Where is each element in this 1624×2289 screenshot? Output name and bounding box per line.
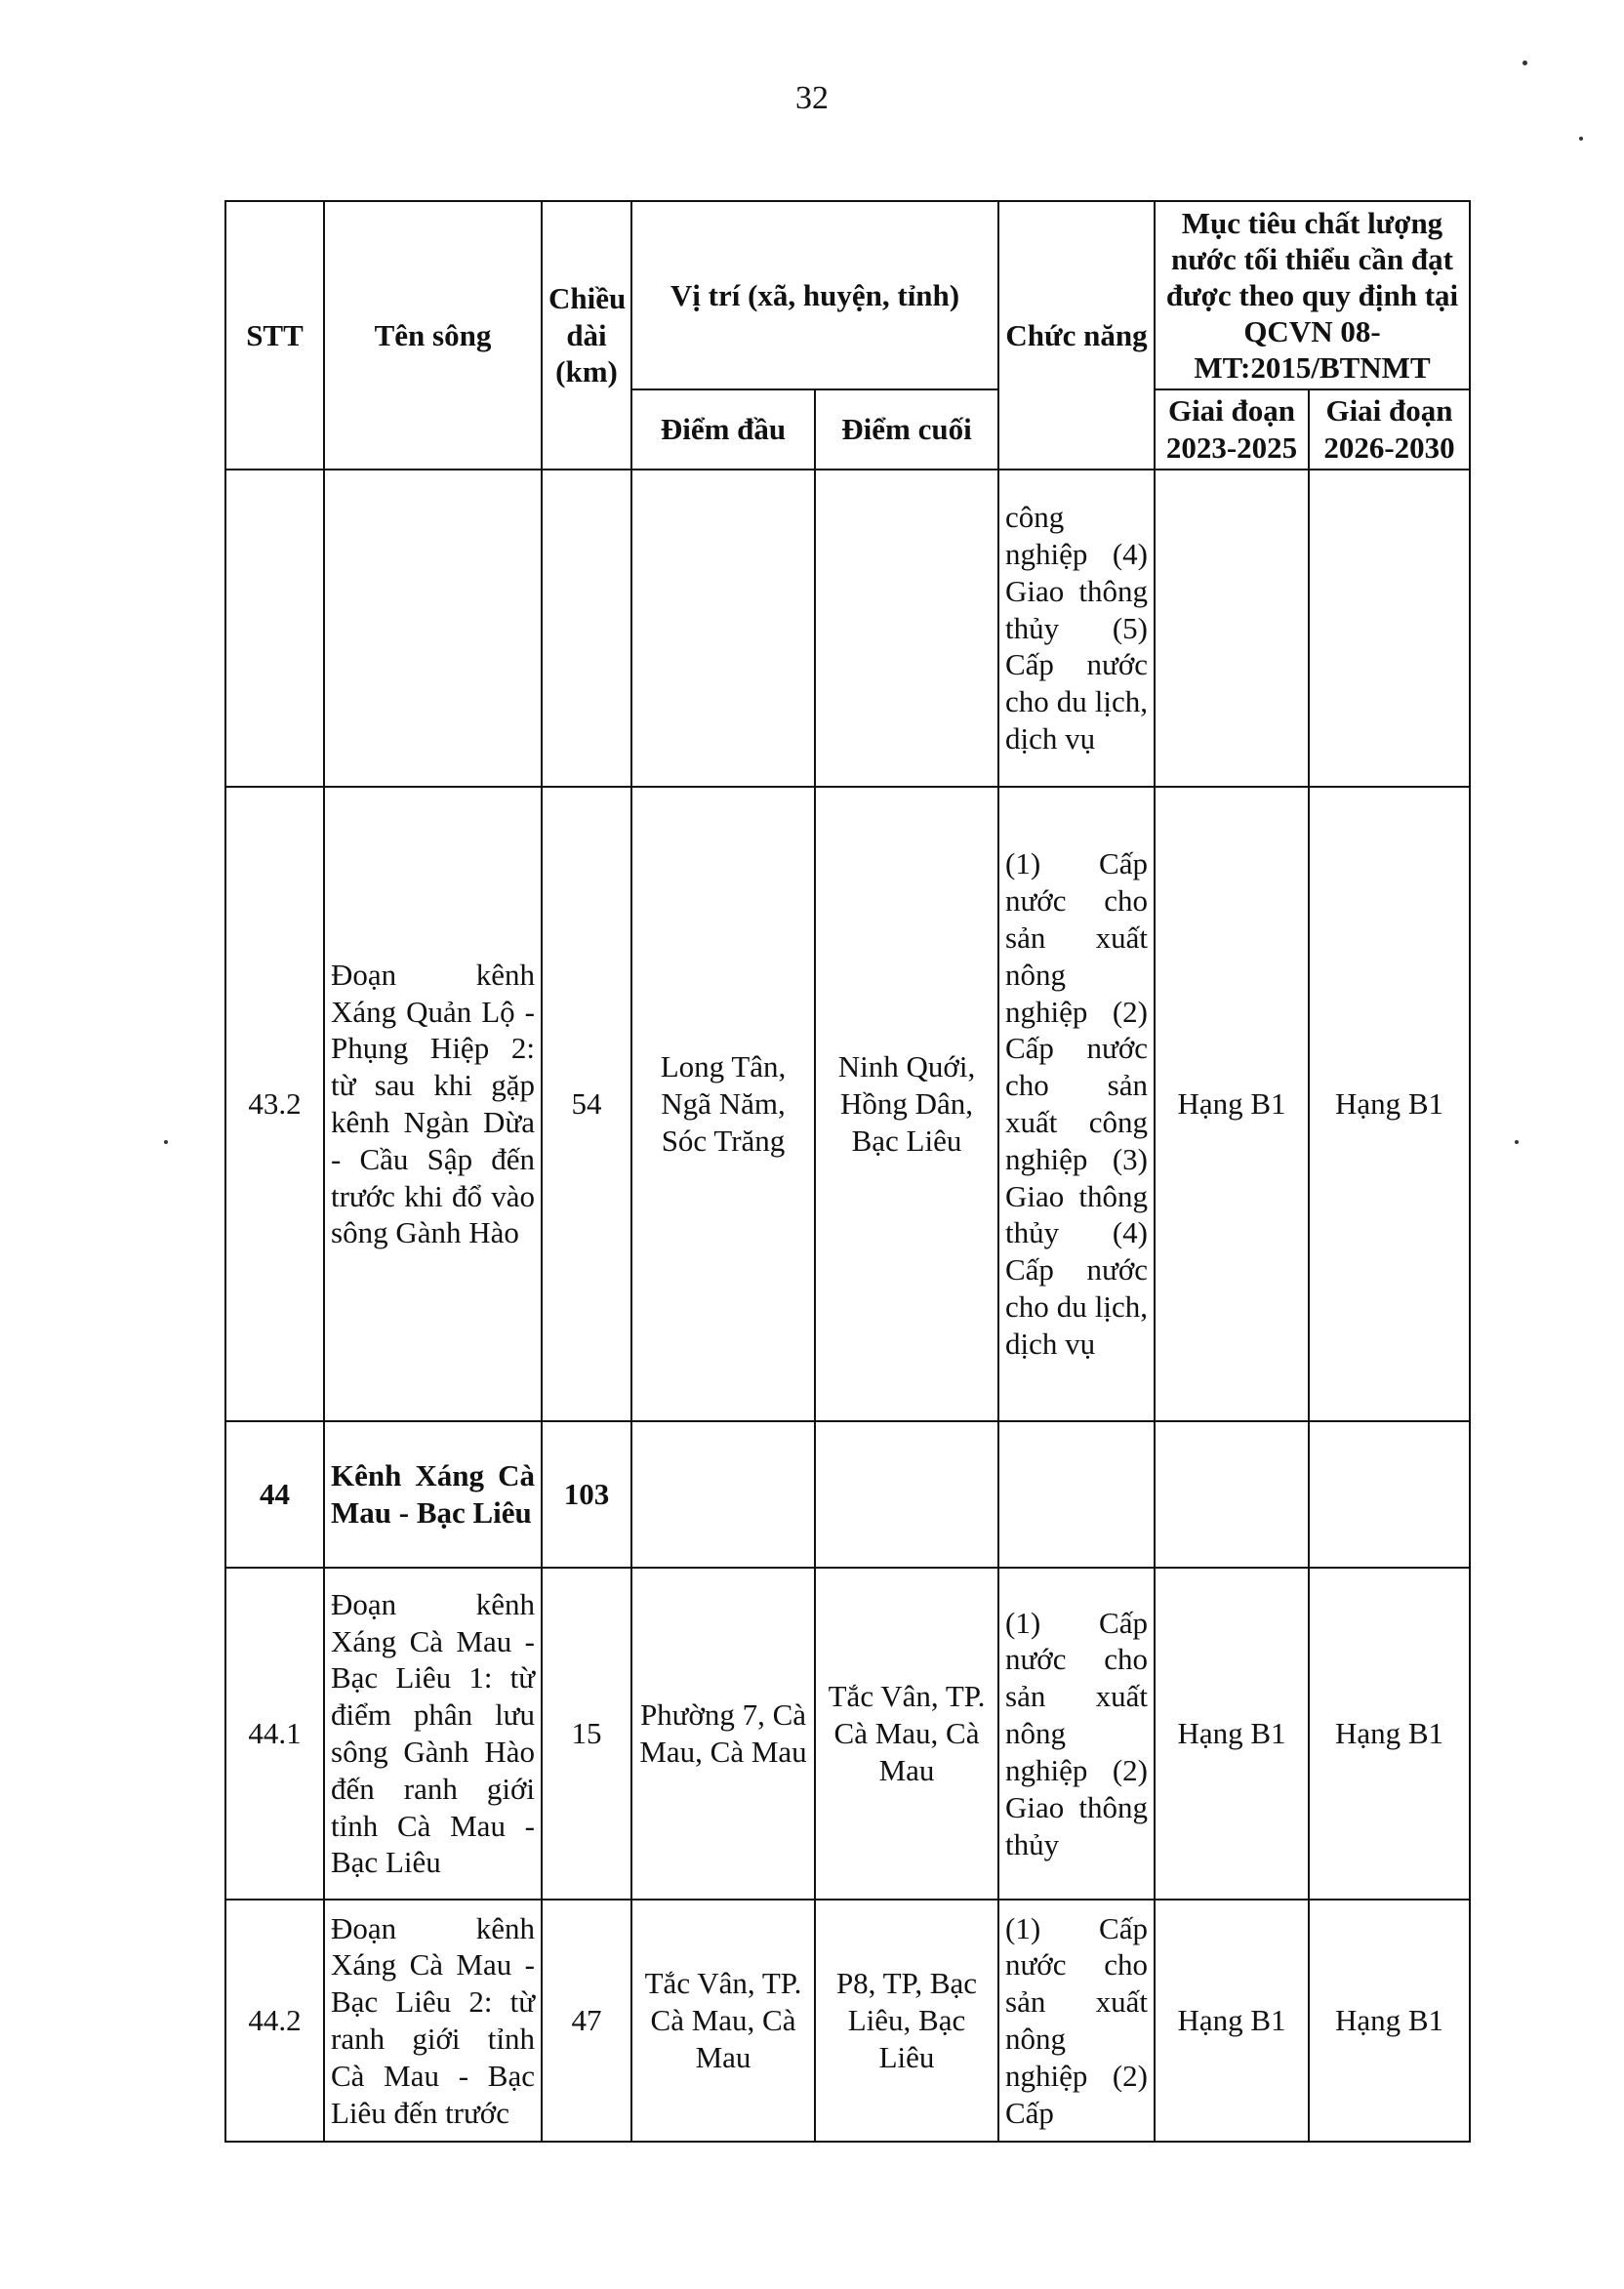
cell-river-name: Đoạn kênh Xáng Cà Mau - Bạc Liêu 1: từ điểm phân lưu sông Gành Hào đến ranh giới tỉnh Cà Mau - Bạc Liêu [324, 1568, 542, 1900]
cell-length: 47 [542, 1900, 631, 2142]
cell-function: (1) Cấp nước cho sản xuất nông nghiệp (2) Cấp [998, 1900, 1155, 2142]
river-water-quality-table [224, 200, 1471, 2143]
cell-function: công nghiệp (4) Giao thông thủy (5) Cấp nước cho du lịch, dịch vụ [998, 470, 1155, 787]
cell-end-point: Ninh Quới, Hồng Dân, Bạc Liêu [815, 787, 998, 1421]
header-stt: STT [225, 201, 324, 470]
scan-speck [1515, 1140, 1519, 1144]
cell-end-point [815, 1421, 998, 1568]
cell-stt [225, 470, 324, 787]
cell-phase-2023-2025: Hạng B1 [1155, 1568, 1309, 1900]
cell-phase-2026-2030 [1309, 1421, 1470, 1568]
cell-start-point: Long Tân, Ngã Năm, Sóc Trăng [631, 787, 815, 1421]
scan-speck [164, 1140, 168, 1144]
cell-stt: 43.2 [225, 787, 324, 1421]
table-row [225, 1568, 1470, 1900]
header-function: Chức năng [998, 201, 1155, 470]
header-start-point: Điểm đầu [631, 389, 815, 470]
table-row [225, 1421, 1470, 1568]
table-row [225, 1900, 1470, 2142]
cell-river-name: Kênh Xáng Cà Mau - Bạc Liêu [324, 1421, 542, 1568]
cell-stt: 44 [225, 1421, 324, 1568]
scan-speck [1522, 61, 1527, 65]
cell-start-point [631, 1421, 815, 1568]
cell-start-point [631, 470, 815, 787]
header-length: Chiều dài (km) [542, 201, 631, 470]
header-location: Vị trí (xã, huyện, tỉnh) [631, 201, 998, 389]
cell-length: 15 [542, 1568, 631, 1900]
cell-phase-2023-2025 [1155, 1421, 1309, 1568]
header-quality-target: Mục tiêu chất lượng nước tối thiểu cần đạt được theo quy định tại QCVN 08-MT:2015/BTNMT [1155, 201, 1470, 389]
cell-end-point: Tắc Vân, TP. Cà Mau, Cà Mau [815, 1568, 998, 1900]
cell-river-name: Đoạn kênh Xáng Cà Mau - Bạc Liêu 2: từ ranh giới tỉnh Cà Mau - Bạc Liêu đến trước [324, 1900, 542, 2142]
table-row [225, 787, 1470, 1421]
cell-function: (1) Cấp nước cho sản xuất nông nghiệp (2) Giao thông thủy [998, 1568, 1155, 1900]
cell-length: 103 [542, 1421, 631, 1568]
cell-function [998, 1421, 1155, 1568]
cell-length [542, 470, 631, 787]
header-end-point: Điểm cuối [815, 389, 998, 470]
cell-phase-2026-2030: Hạng B1 [1309, 1568, 1470, 1900]
page-number: 32 [795, 80, 829, 116]
header-river-name: Tên sông [324, 201, 542, 470]
cell-function: (1) Cấp nước cho sản xuất nông nghiệp (2) Cấp nước cho sản xuất công nghiệp (3) Giao thông thủy (4) Cấp nước cho du lịch, dịch vụ [998, 787, 1155, 1421]
cell-start-point: Tắc Vân, TP. Cà Mau, Cà Mau [631, 1900, 815, 2142]
cell-end-point: P8, TP, Bạc Liêu, Bạc Liêu [815, 1900, 998, 2142]
cell-phase-2026-2030: Hạng B1 [1309, 1900, 1470, 2142]
header-phase-2023-2025: Giai đoạn 2023-2025 [1155, 389, 1309, 470]
cell-end-point [815, 470, 998, 787]
cell-river-name: Đoạn kênh Xáng Quản Lộ - Phụng Hiệp 2: từ sau khi gặp kênh Ngàn Dừa - Cầu Sập đến trước khi đổ vào sông Gành Hào [324, 787, 542, 1421]
cell-start-point: Phường 7, Cà Mau, Cà Mau [631, 1568, 815, 1900]
cell-phase-2023-2025: Hạng B1 [1155, 1900, 1309, 2142]
header-phase-2026-2030: Giai đoạn 2026-2030 [1309, 389, 1470, 470]
cell-length: 54 [542, 787, 631, 1421]
cell-phase-2026-2030: Hạng B1 [1309, 787, 1470, 1421]
table-row [225, 470, 1470, 787]
cell-stt: 44.2 [225, 1900, 324, 2142]
cell-river-name [324, 470, 542, 787]
cell-phase-2023-2025 [1155, 470, 1309, 787]
cell-phase-2023-2025: Hạng B1 [1155, 787, 1309, 1421]
scan-speck [1579, 137, 1583, 141]
cell-stt: 44.1 [225, 1568, 324, 1900]
cell-phase-2026-2030 [1309, 470, 1470, 787]
